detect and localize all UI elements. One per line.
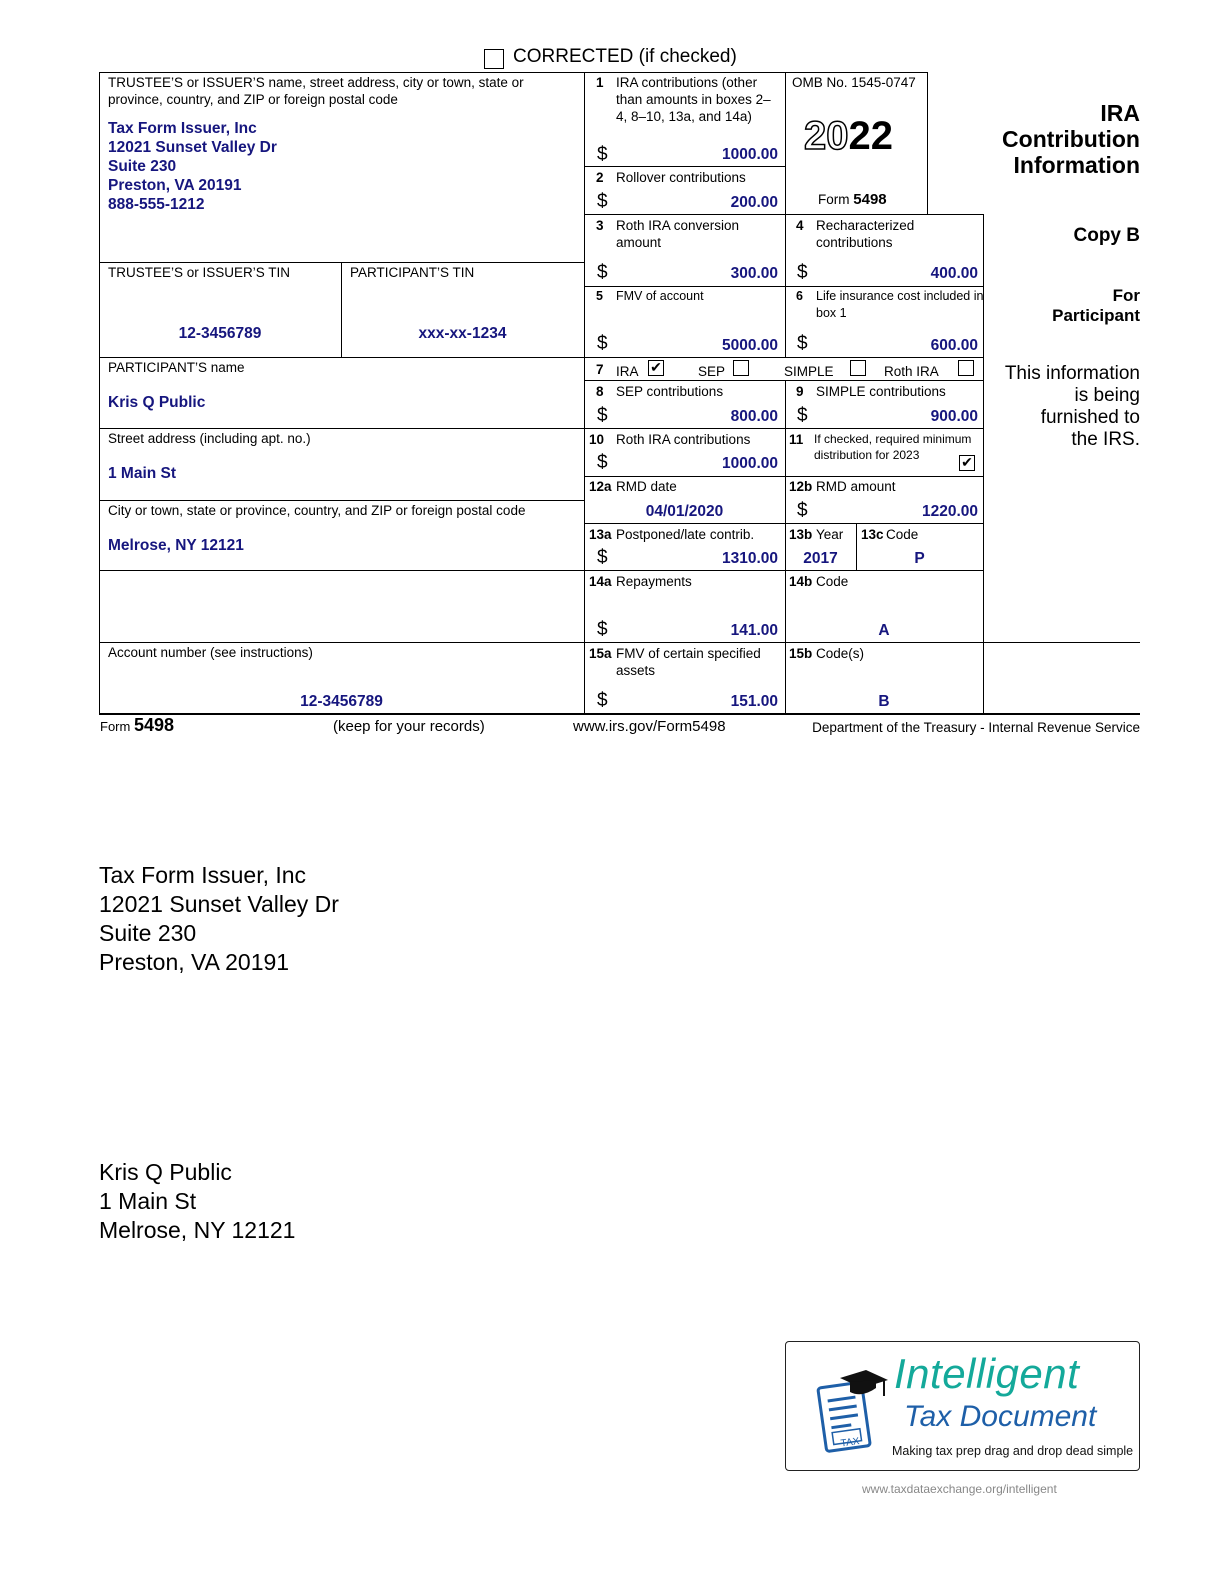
- box13b-num: 13b: [789, 527, 813, 542]
- tax-year: [804, 114, 893, 158]
- footer-dept: Department of the Treasury - Internal Revenue Service: [812, 720, 1140, 735]
- box12b-dollar: $: [797, 500, 808, 521]
- box4-label: Recharacterized contributions: [816, 218, 915, 250]
- box12a-num: 12a: [589, 479, 612, 494]
- box14b-value: A: [878, 622, 890, 639]
- mailing-to-line: 1 Main St: [99, 1188, 197, 1214]
- box13b-value: 2017: [803, 550, 838, 567]
- form-title: [1002, 100, 1140, 178]
- box1-value: 1000.00: [721, 146, 778, 163]
- box12b-num: 12b: [789, 479, 813, 494]
- account-value: 12-3456789: [300, 693, 383, 710]
- logo-line2: Tax Document: [904, 1400, 1097, 1433]
- box6-label: Life insurance cost included in box 1: [816, 289, 984, 320]
- box13a-dollar: $: [597, 547, 608, 568]
- box9-num: 9: [796, 384, 804, 399]
- box10-label: Roth IRA contributions: [616, 432, 751, 447]
- box2-num: 2: [596, 170, 604, 185]
- box8-num: 8: [596, 384, 604, 399]
- form-id: [818, 191, 887, 208]
- footer-keep: (keep for your records): [333, 718, 485, 735]
- box14b-label: Code: [816, 574, 849, 589]
- box6-num: 6: [796, 289, 803, 303]
- box15b-num: 15b: [789, 646, 813, 661]
- box3-value: 300.00: [730, 265, 778, 282]
- city-value: Melrose, NY 12121: [108, 537, 244, 554]
- box1-label: IRA contributions (other than amounts in boxes 2–4, 8–10, 13a, and 14a): [616, 75, 771, 124]
- form-word: Form: [818, 192, 850, 207]
- box13c-label: Code: [886, 527, 919, 542]
- box2-dollar: $: [597, 191, 608, 212]
- form-number: 5498: [853, 191, 887, 208]
- box15b-value: B: [878, 693, 890, 710]
- box13c-value: P: [914, 550, 925, 567]
- box2-label: Rollover contributions: [616, 170, 746, 185]
- participant-name-value: Kris Q Public: [108, 394, 206, 411]
- title-line: Information: [1013, 152, 1140, 178]
- participant-name-label: PARTICIPANT’S name: [108, 360, 245, 375]
- box7-sep-checkbox[interactable]: [733, 360, 749, 376]
- box13a-label: Postponed/late contrib.: [616, 527, 755, 542]
- box1-num: 1: [596, 75, 604, 90]
- box14a-label: Repayments: [616, 574, 692, 589]
- box4-dollar: $: [797, 262, 808, 283]
- footer-form-number: 5498: [133, 715, 175, 735]
- box12a-label: RMD date: [616, 479, 677, 494]
- issuer-phone: 888-555-1212: [108, 196, 205, 213]
- box2-value: 200.00: [730, 194, 778, 211]
- box13a-num: 13a: [589, 527, 612, 542]
- issuer-label: TRUSTEE’S or ISSUER’S name, street address, city or town, state or province, country, and ZIP or foreign postal code: [108, 75, 524, 107]
- copy-label: Copy B: [1073, 225, 1140, 246]
- box3-num: 3: [596, 218, 604, 233]
- corrected-label: CORRECTED (if checked): [513, 46, 737, 67]
- for-line: Participant: [1052, 306, 1140, 325]
- tax-year-outline: 20: [804, 114, 849, 158]
- logo-line1: Intelligent: [894, 1350, 1080, 1397]
- box15a-num: 15a: [589, 646, 612, 661]
- issuer-tin-label: TRUSTEE’S or ISSUER’S TIN: [108, 265, 291, 280]
- participant-tin-label: PARTICIPANT’S TIN: [350, 265, 475, 280]
- omb-number: OMB No. 1545-0747: [792, 75, 916, 90]
- box12b-label: RMD amount: [816, 479, 896, 494]
- box14b-num: 14b: [789, 574, 813, 589]
- box11-checkbox[interactable]: ✔: [959, 455, 975, 471]
- box6-dollar: $: [797, 333, 808, 354]
- box7-simple-checkbox[interactable]: [850, 360, 866, 376]
- box10-dollar: $: [597, 452, 608, 473]
- box13b-label: Year: [816, 527, 844, 542]
- mailing-from: [99, 861, 339, 977]
- box4-num: 4: [796, 218, 804, 233]
- box7-roth-label: Roth IRA: [884, 364, 939, 379]
- issuer-city: Preston, VA 20191: [108, 177, 242, 194]
- box5-dollar: $: [597, 333, 608, 354]
- mailing-to-line: Melrose, NY 12121: [99, 1217, 296, 1243]
- box8-value: 800.00: [730, 408, 778, 425]
- tax-document-icon: [810, 1366, 890, 1456]
- mailing-from-line: 12021 Sunset Valley Dr: [99, 891, 339, 917]
- box15b-label: Code(s): [816, 646, 865, 661]
- mailing-from-line: Suite 230: [99, 920, 197, 946]
- box15a-dollar: $: [597, 690, 608, 711]
- box10-num: 10: [589, 432, 605, 447]
- box7-ira-label: IRA: [616, 364, 639, 379]
- box9-label: SIMPLE contributions: [816, 384, 946, 399]
- mailing-from-line: Tax Form Issuer, Inc: [99, 862, 307, 888]
- box7-ira-checkbox[interactable]: ✔: [648, 360, 664, 376]
- issuer-street: 12021 Sunset Valley Dr: [108, 139, 277, 156]
- box15a-label: FMV of certain specified assets: [616, 646, 761, 678]
- box11-num: 11: [789, 432, 804, 447]
- street-value: 1 Main St: [108, 465, 177, 482]
- info-line: furnished to: [1040, 407, 1140, 428]
- info-line: is being: [1074, 385, 1140, 406]
- issuer-suite: Suite 230: [108, 158, 177, 175]
- box7-simple-label: SIMPLE: [784, 364, 834, 379]
- footer-url[interactable]: www.irs.gov/Form5498: [573, 718, 726, 735]
- mailing-from-line: Preston, VA 20191: [99, 949, 290, 975]
- box12b-value: 1220.00: [921, 503, 978, 520]
- street-label: Street address (including apt. no.): [108, 431, 311, 446]
- box6-value: 600.00: [930, 337, 978, 354]
- box7-roth-checkbox[interactable]: [958, 360, 974, 376]
- box10-value: 1000.00: [721, 455, 778, 472]
- box9-dollar: $: [797, 405, 808, 426]
- box11-label: If checked, required minimum distribution for 2023: [814, 432, 972, 462]
- info-line: This information: [1004, 363, 1140, 384]
- box13a-value: 1310.00: [721, 550, 778, 567]
- account-label: Account number (see instructions): [108, 645, 313, 660]
- box15a-value: 151.00: [730, 693, 778, 710]
- box5-value: 5000.00: [721, 337, 778, 354]
- city-label: City or town, state or province, country, and ZIP or foreign postal code: [108, 503, 526, 518]
- logo-icon-text: TAX: [840, 1435, 861, 1450]
- for-line: For: [1112, 286, 1140, 305]
- logo-url[interactable]: www.taxdataexchange.org/intelligent: [862, 1482, 1057, 1496]
- info-line: the IRS.: [1071, 429, 1140, 450]
- issuer-tin-value: 12-3456789: [178, 325, 262, 342]
- tax-year-bold: 22: [848, 114, 893, 158]
- title-line: IRA: [1100, 100, 1140, 126]
- issuer-name: Tax Form Issuer, Inc: [108, 120, 257, 137]
- footer-form-id: [100, 715, 174, 736]
- box14a-num: 14a: [589, 574, 612, 589]
- box1-dollar: $: [597, 144, 608, 165]
- participant-tin-value: xxx-xx-1234: [418, 325, 507, 342]
- box4-value: 400.00: [930, 265, 978, 282]
- box14a-value: 141.00: [730, 622, 778, 639]
- box12a-value: 04/01/2020: [645, 503, 724, 520]
- box5-num: 5: [596, 289, 603, 303]
- box7-sep-label: SEP: [698, 364, 726, 379]
- logo-tagline: Making tax prep drag and drop dead simple: [892, 1444, 1134, 1458]
- info-note: [1005, 363, 1140, 451]
- box3-dollar: $: [597, 262, 608, 283]
- box14a-dollar: $: [597, 619, 608, 640]
- box8-label: SEP contributions: [616, 384, 724, 399]
- box9-value: 900.00: [930, 408, 978, 425]
- footer-form-word: Form: [100, 719, 131, 734]
- box3-label: Roth IRA conversion amount: [616, 218, 740, 250]
- for-participant: [1052, 286, 1140, 326]
- mailing-to-line: Kris Q Public: [99, 1159, 232, 1185]
- corrected-checkbox[interactable]: [484, 49, 504, 69]
- mailing-to: [99, 1158, 295, 1245]
- title-line: Contribution: [1002, 126, 1140, 152]
- box13c-num: 13c: [861, 527, 884, 542]
- box5-label: FMV of account: [616, 289, 704, 303]
- logo-box: [785, 1341, 1140, 1471]
- box7-num: 7: [596, 362, 604, 377]
- box8-dollar: $: [597, 405, 608, 426]
